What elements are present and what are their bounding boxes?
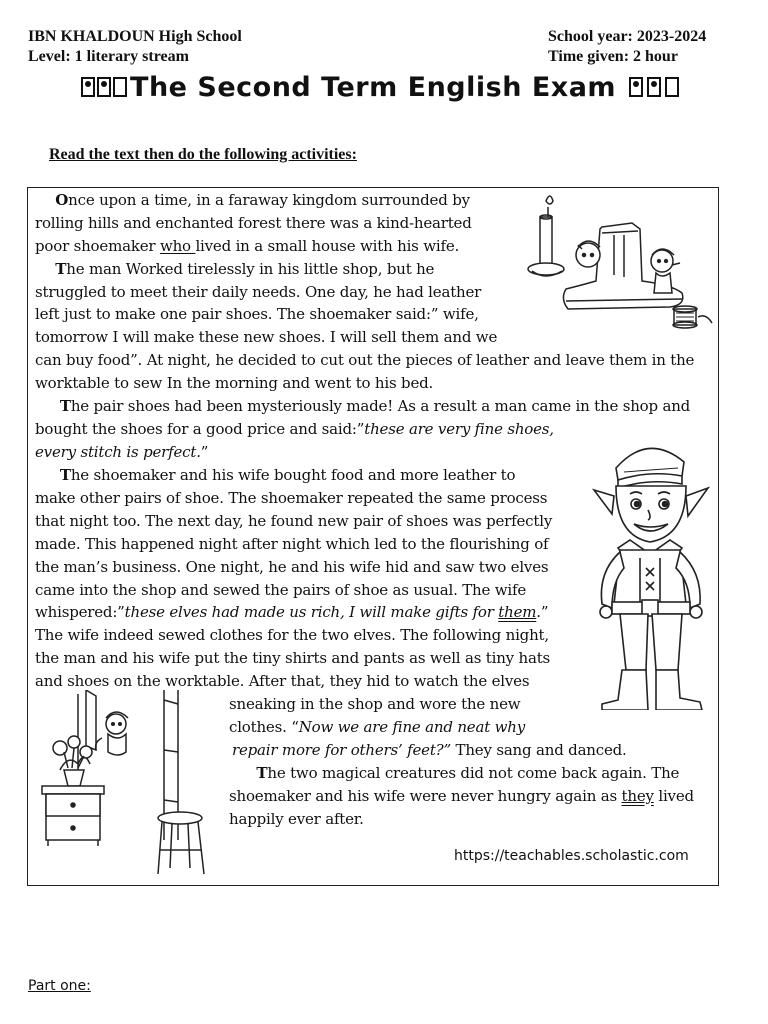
text-line-24: clothes. “Now we are fine and neat why — [229, 718, 525, 736]
exam-title: The Second Term English Exam — [130, 72, 617, 103]
underlined-who: who — [159, 237, 196, 255]
time-given: Time given: 2 hour — [548, 48, 678, 65]
instruction: Read the text then do the following activities: — [49, 146, 357, 163]
school-year: School year: 2023-2024 — [548, 28, 707, 45]
underlined-they: they — [621, 787, 654, 805]
level-label: Level: 1 literary stream — [28, 48, 189, 65]
text-line-13: The shoemaker and his wife bought food and more leather to — [59, 466, 516, 484]
text-line-23: sneaking in the shop and wore the new — [229, 695, 521, 713]
boot-elves-illustration — [522, 189, 714, 337]
ornament-right-icon — [626, 76, 688, 98]
text-line-25: repair more for others’ feet?” They sang and danced. — [232, 741, 627, 759]
text-line-26: The two magical creatures did not come back again. The — [256, 764, 680, 782]
exam-title-row — [0, 72, 768, 103]
text-line-2: rolling hills and enchanted forest there was a kind-hearted — [35, 214, 472, 232]
text-line-17: the man’s business. One night, he and his wife hid and saw two elves — [35, 558, 549, 576]
text-line-28: happily ever after. — [229, 810, 364, 828]
text-line-16: made. This happened night after night which led to the flourishing of — [35, 535, 549, 553]
text-line-8: can buy food”. At night, he decided to cut out the pieces of leather and leave them in the — [35, 351, 695, 369]
text-line-27: shoemaker and his wife were never hungry again as they lived — [229, 787, 694, 805]
text-line-20: The wife indeed sewed clothes for the two elves. The following night, — [35, 626, 549, 644]
part-one-heading: Part one: — [28, 978, 91, 994]
text-line-12: every stitch is perfect.” — [35, 443, 209, 461]
elf-illustration — [590, 432, 714, 710]
text-line-6: left just to make one pair shoes. The shoemaker said:” wife, — [35, 305, 479, 323]
text-line-11: bought the shoes for a good price and said:”these are very fine shoes, — [35, 420, 554, 438]
ornament-left-icon — [80, 76, 130, 98]
text-line-4: The man Worked tirelessly in his little shop, but he — [55, 260, 435, 278]
text-line-5: struggled to meet their daily needs. One day, he had leather — [35, 283, 482, 301]
text-line-9: worktable to sew In the morning and went to his bed. — [35, 374, 434, 392]
text-line-14: make other pairs of shoe. The shoemaker repeated the same process — [35, 489, 548, 507]
drop-letter: O — [55, 191, 69, 209]
text-line-21: the man and his wife put the tiny shirts and pants as well as tiny hats — [35, 649, 551, 667]
source-link[interactable]: https://teachables.scholastic.com — [454, 848, 689, 864]
text-line-7: tomorrow I will make these new shoes. I will sell them and we — [35, 328, 498, 346]
text-line-1: Once upon a time, in a faraway kingdom surrounded by — [55, 191, 470, 209]
text-line-18: came into the shop and sewed the pairs of shoe as usual. The wife — [35, 581, 527, 599]
text-line-10: The pair shoes had been mysteriously made! As a result a man came in the shop and — [59, 397, 691, 415]
text-line-15: that night too. The next day, he found new pair of shoes was perfectly — [35, 512, 553, 530]
underlined-them: them — [498, 603, 537, 621]
text-line-22: and shoes on the worktable. After that, they hid to watch the elves — [35, 672, 530, 690]
room-illustration — [38, 690, 218, 876]
text-line-3: poor shoemaker who lived in a small house with his wife. — [35, 237, 460, 255]
text-line-19: whispered:”these elves had made us rich, I will make gifts for them.” — [35, 603, 549, 621]
school-name: IBN KHALDOUN High School — [28, 28, 242, 45]
